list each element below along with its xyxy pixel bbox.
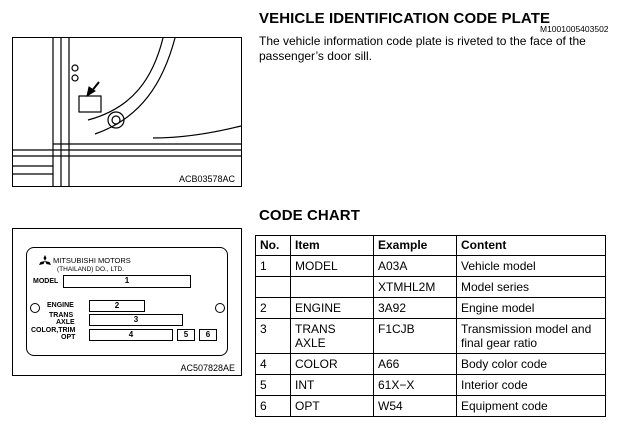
table-row xyxy=(256,375,606,396)
cell-content: Body color code xyxy=(457,354,606,375)
table-row xyxy=(256,277,606,298)
cell-no: 3 xyxy=(256,319,291,354)
label-engine: ENGINE xyxy=(47,302,74,309)
label-trans: TRANS xyxy=(49,312,74,319)
table-row xyxy=(256,256,606,277)
header-item: Item xyxy=(291,236,374,256)
header-no: No. xyxy=(256,236,291,256)
cell-item: COLOR xyxy=(291,354,374,375)
table-row xyxy=(256,354,606,375)
label-axle: AXLE xyxy=(56,319,75,326)
header-content: Content xyxy=(457,236,606,256)
box-5: 5 xyxy=(177,329,195,341)
description-paragraph: The vehicle information code plate is riveted to the face of the passenger’s door sill. xyxy=(259,34,586,63)
cell-example: W54 xyxy=(374,396,457,417)
header-example: Example xyxy=(374,236,457,256)
cell-item: ENGINE xyxy=(291,298,374,319)
table-header-row xyxy=(256,236,606,256)
box-3: 3 xyxy=(89,314,183,326)
cell-item: TRANS AXLE xyxy=(291,319,374,354)
section-title-code-plate: VEHICLE IDENTIFICATION CODE PLATE xyxy=(259,10,551,27)
figure-caption: AC507828AE xyxy=(180,363,235,373)
cell-example: 3A92 xyxy=(374,298,457,319)
box-1: 1 xyxy=(63,275,191,288)
code-chart-table xyxy=(255,235,606,417)
mitsubishi-logo-icon xyxy=(39,255,51,266)
label-model: MODEL xyxy=(33,278,59,285)
table-row xyxy=(256,298,606,319)
cell-content: Transmission model and final gear ratio xyxy=(457,319,606,354)
cell-example: XTMHL2M xyxy=(374,277,457,298)
cell-no: 5 xyxy=(256,375,291,396)
cell-example: A03A xyxy=(374,256,457,277)
cell-content: Model series xyxy=(457,277,606,298)
box-2: 2 xyxy=(89,300,145,312)
rivet-hole-left xyxy=(30,303,40,313)
cell-example: F1CJB xyxy=(374,319,457,354)
cell-item: INT xyxy=(291,375,374,396)
cell-no: 2 xyxy=(256,298,291,319)
cell-no: 1 xyxy=(256,256,291,277)
cell-example: A66 xyxy=(374,354,457,375)
cell-item: OPT xyxy=(291,396,374,417)
box-4: 4 xyxy=(89,329,173,341)
cell-item: MODEL xyxy=(291,256,374,277)
cell-content: Engine model xyxy=(457,298,606,319)
section-title-code-chart: CODE CHART xyxy=(259,207,360,224)
figure-caption: ACB03578AC xyxy=(178,174,235,184)
cell-content: Equipment code xyxy=(457,396,606,417)
table-row xyxy=(256,396,606,417)
rivet-hole-right xyxy=(215,303,225,313)
code-plate xyxy=(26,247,228,356)
document-id: M1001005403502 xyxy=(540,24,609,34)
table-row xyxy=(256,319,606,354)
label-color-trim: COLOR,TRIM xyxy=(31,327,76,334)
code-plate-figure xyxy=(12,228,242,376)
brand-line-1: MITSUBISHI MOTORS xyxy=(53,256,131,265)
door-sill-figure xyxy=(12,37,242,187)
cell-example: 61X−X xyxy=(374,375,457,396)
label-opt: OPT xyxy=(61,334,76,341)
cell-content: Vehicle model xyxy=(457,256,606,277)
box-6: 6 xyxy=(199,329,217,341)
cell-no: 6 xyxy=(256,396,291,417)
cell-item xyxy=(291,277,374,298)
cell-no: 4 xyxy=(256,354,291,375)
brand-line-2: (THAILAND) DO., LTD. xyxy=(57,266,125,273)
cell-content: Interior code xyxy=(457,375,606,396)
door-sill-drawing xyxy=(13,38,241,186)
cell-no xyxy=(256,277,291,298)
